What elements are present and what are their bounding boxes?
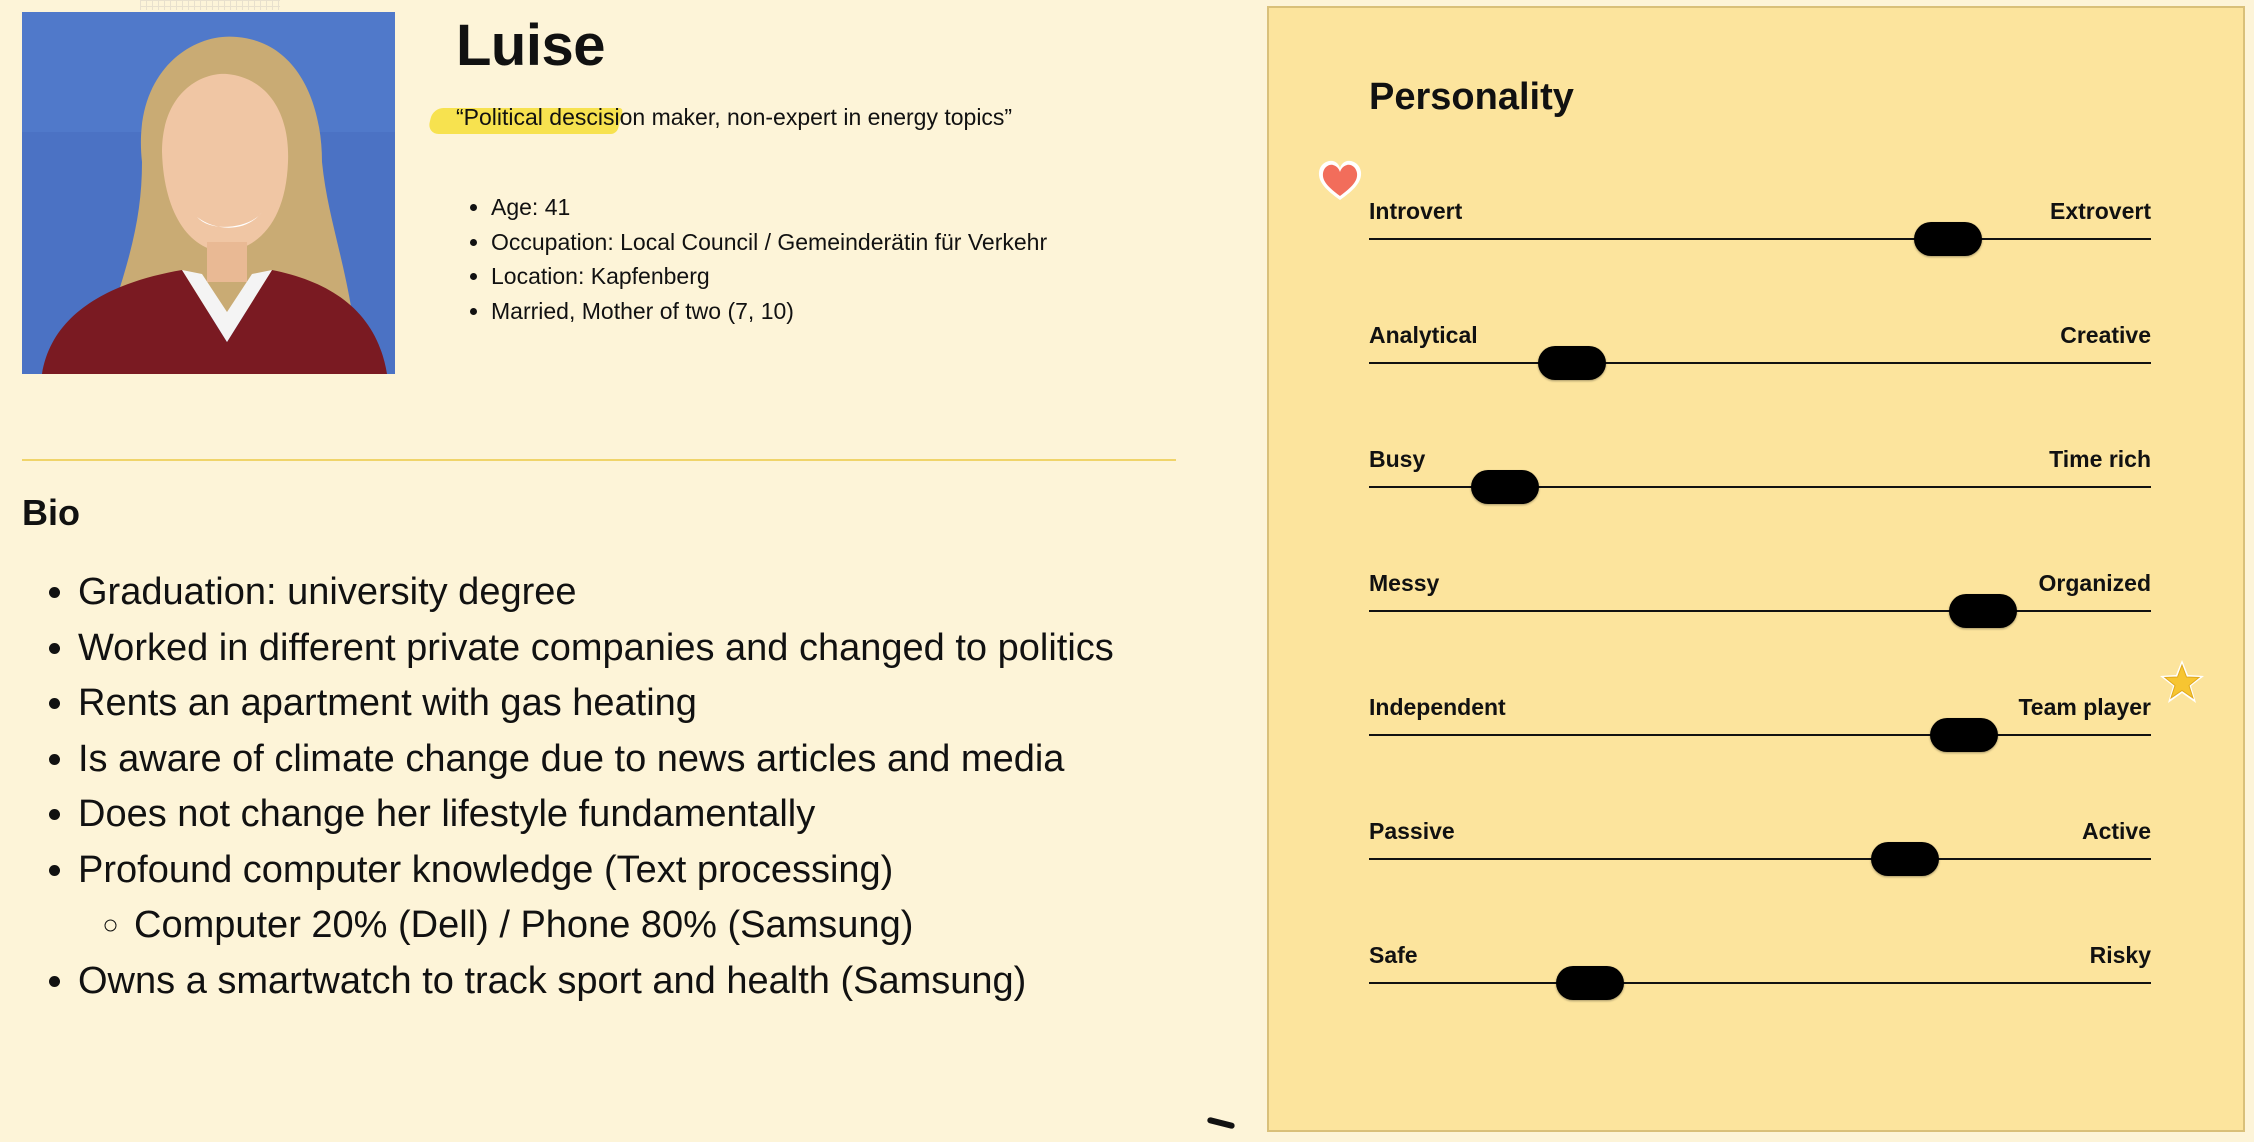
trait-analytical-creative: [1369, 322, 2151, 392]
heart-icon[interactable]: [1316, 158, 1364, 204]
trait-slider-knob[interactable]: [1914, 222, 1982, 256]
persona-facts: [465, 190, 1047, 328]
fact-item: • Location: Kapfenberg: [491, 259, 1047, 294]
bio-item: • Does not change her lifestyle fundamentally: [78, 787, 1114, 843]
trait-safe-risky: [1369, 942, 2151, 1012]
trait-track: [1369, 362, 2151, 364]
bio-item-text: Profound computer knowledge (Text processing): [78, 848, 894, 891]
trait-slider-knob[interactable]: [1949, 594, 2017, 628]
bio-item: [78, 843, 1114, 954]
trait-independent-teamplayer: [1369, 694, 2151, 764]
bio-item: • Is aware of climate change due to news articles and media: [78, 732, 1114, 788]
trait-left-label: Messy: [1369, 570, 1440, 596]
fact-item: • Age: 41: [491, 190, 1047, 225]
trait-left-label: Safe: [1369, 942, 1418, 968]
trait-left-label: Busy: [1369, 446, 1426, 472]
bio-subitem: ◦ Computer 20% (Dell) / Phone 80% (Samsung): [134, 898, 1114, 954]
trait-right-label: Active: [2081, 818, 2151, 844]
heart-icon-svg: [1316, 158, 1364, 204]
trait-slider-knob[interactable]: [1471, 470, 1539, 504]
quote-text: “Political descision maker, non-expert in energy topics”: [456, 104, 1013, 130]
pen-stroke: [1207, 1117, 1236, 1130]
trait-left-label: Passive: [1369, 818, 1455, 844]
personality-title: Personality: [1369, 76, 1574, 118]
bio-sublist: [78, 898, 1114, 954]
persona-name: Luise: [456, 13, 605, 78]
portrait-image: [22, 12, 395, 374]
bio-title: Bio: [22, 492, 80, 533]
trait-right-label: Time rich: [2049, 446, 2151, 472]
personality-panel[interactable]: [1267, 6, 2245, 1132]
trait-slider-knob[interactable]: [1556, 966, 1624, 1000]
trait-left-label: Independent: [1369, 694, 1506, 720]
trait-right-label: Team player: [2018, 694, 2151, 720]
trait-left-label: Introvert: [1369, 198, 1463, 224]
trait-messy-organized: [1369, 570, 2151, 640]
trait-introvert-extrovert: [1369, 198, 2151, 268]
trait-track: [1369, 982, 2151, 984]
grid-fragment: [140, 0, 280, 10]
trait-track: [1369, 610, 2151, 612]
trait-busy-timerich: [1369, 446, 2151, 516]
bio-item: • Graduation: university degree: [78, 565, 1114, 621]
star-icon[interactable]: [2158, 658, 2206, 706]
trait-track: [1369, 858, 2151, 860]
trait-right-label: Organized: [2038, 570, 2151, 596]
trait-slider-knob[interactable]: [1871, 842, 1939, 876]
bio-item: • Worked in different private companies and changed to politics: [78, 621, 1114, 677]
section-divider: [22, 459, 1176, 461]
bio-list: [22, 565, 1114, 1009]
trait-track: [1369, 238, 2151, 240]
trait-passive-active: [1369, 818, 2151, 888]
trait-right-label: Creative: [2060, 322, 2151, 348]
bio-item: • Rents an apartment with gas heating: [78, 676, 1114, 732]
trait-left-label: Analytical: [1369, 322, 1478, 348]
trait-slider-knob[interactable]: [1930, 718, 1998, 752]
trait-slider-knob[interactable]: [1538, 346, 1606, 380]
bio-item: • Owns a smartwatch to track sport and health (Samsung): [78, 954, 1114, 1010]
trait-track: [1369, 734, 2151, 736]
fact-item: • Married, Mother of two (7, 10): [491, 294, 1047, 329]
persona-quote: [430, 104, 1012, 131]
trait-right-label: Risky: [2089, 942, 2151, 968]
star-icon-svg: [2158, 658, 2206, 706]
trait-right-label: Extrovert: [2050, 198, 2151, 224]
fact-item: • Occupation: Local Council / Gemeinderätin für Verkehr: [491, 225, 1047, 260]
persona-photo[interactable]: [22, 12, 395, 374]
